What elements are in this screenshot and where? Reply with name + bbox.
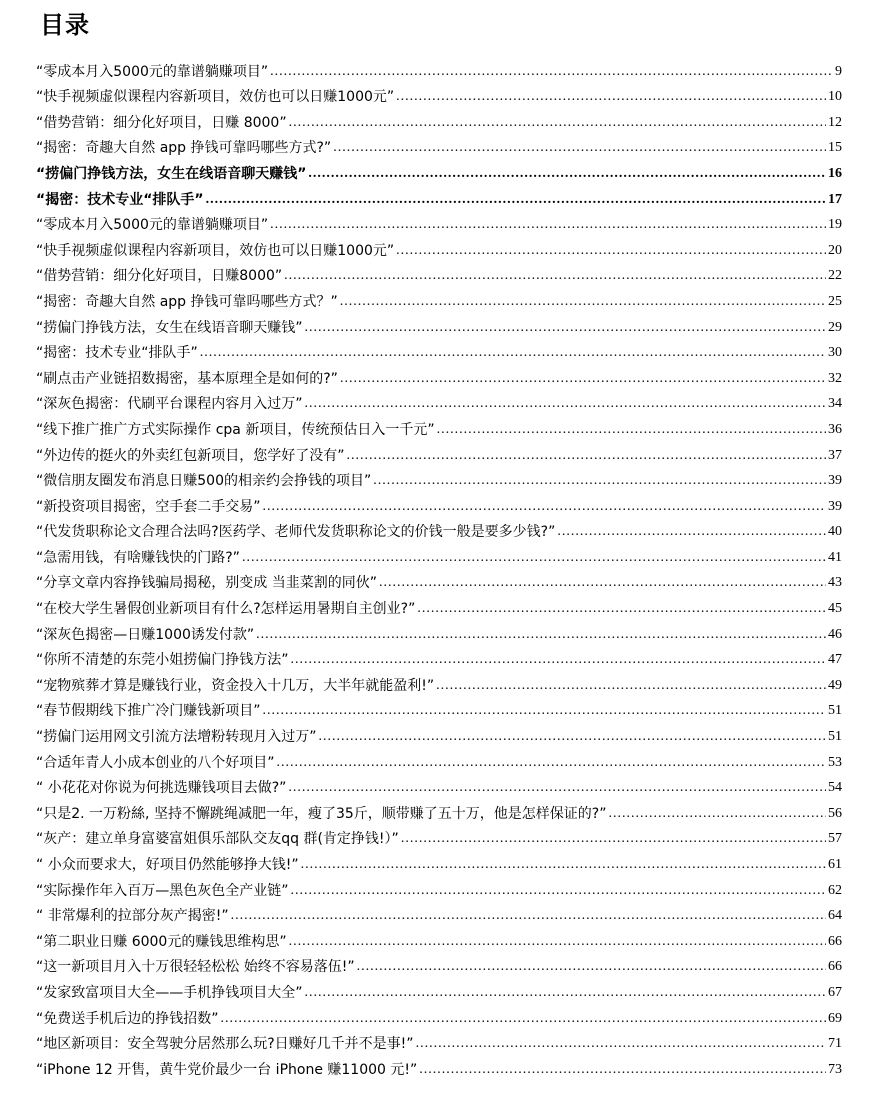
toc-entry[interactable] bbox=[36, 848, 842, 874]
toc-page-number: 17 bbox=[828, 191, 842, 207]
toc-entry-title: “宠物殡葬才算是赚钱行业，资金投入十几万，大半年就能盈利!” bbox=[36, 677, 435, 694]
toc-entry-title: “合适年青人小成本创业的八个好项目” bbox=[36, 754, 275, 771]
toc-dot-leader bbox=[270, 63, 833, 81]
toc-entry[interactable] bbox=[36, 234, 842, 260]
toc-dot-leader bbox=[289, 114, 826, 132]
toc-entry[interactable] bbox=[36, 567, 842, 593]
toc-page-number: 9 bbox=[835, 63, 842, 79]
toc-dot-leader bbox=[256, 626, 826, 644]
toc-entry[interactable] bbox=[36, 1053, 842, 1079]
toc-page-number: 16 bbox=[828, 165, 842, 181]
toc-page-number: 37 bbox=[828, 447, 842, 463]
toc-entry[interactable] bbox=[36, 900, 842, 926]
toc-page-number: 49 bbox=[828, 677, 842, 693]
toc-dot-leader bbox=[379, 574, 826, 592]
toc-entry[interactable] bbox=[36, 592, 842, 618]
toc-page-number: 71 bbox=[828, 1036, 842, 1052]
toc-dot-leader bbox=[401, 830, 826, 848]
toc-page-number: 51 bbox=[828, 729, 842, 745]
toc-entry[interactable] bbox=[36, 132, 842, 158]
toc-entry-title: “春节假期线下推广冷门赚钱新项目” bbox=[36, 703, 261, 720]
toc-dot-leader bbox=[289, 933, 826, 951]
toc-entry[interactable] bbox=[36, 260, 842, 286]
toc-dot-leader bbox=[305, 319, 826, 337]
toc-entry[interactable] bbox=[36, 644, 842, 670]
toc-page-number: 43 bbox=[828, 575, 842, 591]
toc-dot-leader bbox=[396, 88, 826, 106]
toc-page-number: 45 bbox=[828, 601, 842, 617]
toc-entry-title: “快手视频虚似课程内容新项目，效仿也可以日赚1000元” bbox=[36, 89, 395, 106]
toc-entry-title: “揭密：技术专业“排队手” bbox=[36, 345, 198, 362]
toc-page-number: 66 bbox=[828, 959, 842, 975]
toc-entry[interactable] bbox=[36, 209, 842, 235]
toc-entry[interactable] bbox=[36, 797, 842, 823]
toc-dot-leader bbox=[437, 421, 826, 439]
toc-dot-leader bbox=[288, 779, 826, 797]
toc-entry[interactable] bbox=[36, 720, 842, 746]
toc-dot-leader bbox=[305, 395, 826, 413]
toc-entry[interactable] bbox=[36, 874, 842, 900]
toc-dot-leader bbox=[557, 523, 826, 541]
toc-entry[interactable] bbox=[36, 541, 842, 567]
toc-entry[interactable] bbox=[36, 695, 842, 721]
toc-page-number: 30 bbox=[828, 345, 842, 361]
toc-page-number: 29 bbox=[828, 319, 842, 335]
toc-dot-leader bbox=[221, 1010, 826, 1028]
toc-dot-leader bbox=[231, 907, 826, 925]
toc-entry-title: “微信朋友圈发布消息日赚500的相亲约会挣钱的项目” bbox=[36, 473, 372, 490]
toc-entry[interactable] bbox=[36, 465, 842, 491]
toc-entry-title: “分享文章内容挣钱骗局揭秘，别变成 当韭菜割的同伙” bbox=[36, 575, 377, 592]
table-of-contents bbox=[36, 55, 842, 1079]
toc-entry-title: “刷点击产业链招数揭密，基本原理全是如何的?” bbox=[36, 370, 338, 387]
toc-page-number: 22 bbox=[828, 268, 842, 284]
toc-entry[interactable] bbox=[36, 362, 842, 388]
toc-dot-leader bbox=[200, 344, 826, 362]
toc-entry-title: “这一新项目月入十万很轻轻松松 始终不容易落伍!” bbox=[36, 959, 355, 976]
toc-entry-title: “外边传的挺火的外卖红包新项目，您学好了没有” bbox=[36, 447, 345, 464]
toc-entry[interactable] bbox=[36, 823, 842, 849]
toc-page-number: 69 bbox=[828, 1010, 842, 1026]
toc-entry-title: “第二职业日赚 6000元的赚钱思维构思” bbox=[36, 933, 287, 950]
toc-page-number: 47 bbox=[828, 652, 842, 668]
toc-dot-leader bbox=[416, 1035, 826, 1053]
toc-dot-leader bbox=[347, 447, 826, 465]
toc-entry[interactable] bbox=[36, 183, 842, 209]
toc-page-number: 64 bbox=[828, 908, 842, 924]
toc-dot-leader bbox=[305, 984, 826, 1002]
toc-entry[interactable] bbox=[36, 951, 842, 977]
toc-dot-leader bbox=[301, 856, 826, 874]
toc-entry-title: “免费送手机后边的挣钱招数” bbox=[36, 1010, 219, 1027]
toc-dot-leader bbox=[357, 958, 826, 976]
toc-dot-leader bbox=[291, 651, 826, 669]
toc-entry-title: “iPhone 12 开售，黄牛党价最少一台 iPhone 赚11000 元!” bbox=[36, 1061, 418, 1078]
toc-entry-title: “深灰色揭密：代刷平台课程内容月入过万” bbox=[36, 396, 303, 413]
toc-page-number: 73 bbox=[828, 1061, 842, 1077]
toc-entry-title: “零成本月入5000元的靠谱躺赚项目” bbox=[36, 63, 269, 80]
toc-page-number: 32 bbox=[828, 370, 842, 386]
toc-entry[interactable] bbox=[36, 81, 842, 107]
toc-dot-leader bbox=[263, 702, 826, 720]
toc-page-number: 66 bbox=[828, 933, 842, 949]
toc-page-number: 46 bbox=[828, 626, 842, 642]
toc-dot-leader bbox=[270, 216, 826, 234]
toc-entry[interactable] bbox=[36, 439, 842, 465]
toc-page-number: 36 bbox=[828, 421, 842, 437]
toc-dot-leader bbox=[608, 805, 826, 823]
toc-dot-leader bbox=[373, 472, 826, 490]
toc-entry[interactable] bbox=[36, 976, 842, 1002]
toc-entry[interactable] bbox=[36, 388, 842, 414]
toc-entry[interactable] bbox=[36, 1028, 842, 1054]
toc-page-number: 15 bbox=[828, 140, 842, 156]
toc-page-number: 54 bbox=[828, 780, 842, 796]
toc-page-number: 57 bbox=[828, 831, 842, 847]
toc-page-number: 51 bbox=[828, 703, 842, 719]
toc-entry-title: “ 非常爆利的拉部分灰产揭密!” bbox=[36, 908, 229, 925]
toc-dot-leader bbox=[319, 728, 826, 746]
toc-entry-title: “ 小众而要求大，好项目仍然能够挣大钱!” bbox=[36, 857, 299, 873]
toc-entry[interactable] bbox=[36, 55, 842, 81]
toc-page-number: 53 bbox=[828, 754, 842, 770]
toc-dot-leader bbox=[277, 754, 826, 772]
toc-page-number: 40 bbox=[828, 524, 842, 540]
toc-entry-title: “快手视频虚似课程内容新项目，效仿也可以日赚1000元” bbox=[36, 242, 395, 259]
toc-entry-title: “线下推广推广方式实际操作 cpa 新项目，传统预估日入一千元” bbox=[36, 421, 435, 438]
toc-entry-title: “地区新项目：安全驾驶分居然那么玩?日赚好几千并不是事!” bbox=[36, 1036, 414, 1053]
toc-entry[interactable] bbox=[36, 772, 842, 798]
toc-entry[interactable] bbox=[36, 337, 842, 363]
toc-entry[interactable] bbox=[36, 1002, 842, 1028]
toc-page-number: 56 bbox=[828, 805, 842, 821]
toc-dot-leader bbox=[206, 191, 826, 209]
toc-entry-title: “揭密：奇趣大自然 app 挣钱可靠吗哪些方式？” bbox=[36, 293, 338, 310]
toc-entry-title: “代发货职称论文合理合法吗?医药学、老师代发货职称论文的价钱一般是要多少钱?” bbox=[36, 524, 556, 541]
toc-dot-leader bbox=[417, 600, 826, 618]
toc-dot-leader bbox=[291, 882, 826, 900]
toc-entry[interactable] bbox=[36, 157, 842, 183]
toc-entry[interactable] bbox=[36, 413, 842, 439]
toc-entry[interactable] bbox=[36, 311, 842, 337]
toc-page-number: 62 bbox=[828, 882, 842, 898]
toc-entry-title: “深灰色揭密—日赚1000诱发付款” bbox=[36, 626, 255, 643]
toc-entry-title: “实际操作年入百万—黑色灰色全产业链” bbox=[36, 882, 289, 899]
toc-dot-leader bbox=[396, 242, 826, 260]
toc-entry-title: “急需用钱，有啥赚钱快的门路?” bbox=[36, 549, 240, 566]
toc-dot-leader bbox=[263, 498, 826, 516]
toc-entry-title: “灰产：建立单身富婆富姐俱乐部队交友qq 群(肯定挣钱!）” bbox=[36, 831, 399, 848]
toc-entry-title: “捞偏门运用网文引流方法增粉转现月入过万” bbox=[36, 729, 317, 746]
toc-entry-title: “发家致富项目大全——手机挣钱项目大全” bbox=[36, 984, 303, 1001]
toc-entry-title: “只是2. 一万粉絲, 坚持不懈跳绳减肥一年，瘦了35斤，顺带赚了五十万，他是怎样保证的?” bbox=[36, 805, 607, 822]
toc-dot-leader bbox=[308, 165, 826, 183]
toc-entry[interactable] bbox=[36, 925, 842, 951]
toc-dot-leader bbox=[436, 677, 826, 695]
toc-entry[interactable] bbox=[36, 669, 842, 695]
toc-page-number: 41 bbox=[828, 549, 842, 565]
toc-entry-title: “在校大学生暑假创业新项目有什么?怎样运用暑期自主创业?” bbox=[36, 601, 416, 618]
toc-entry-title: “借势营销：细分化好项目，日赚 8000” bbox=[36, 114, 287, 131]
toc-page-number: 19 bbox=[828, 217, 842, 233]
toc-entry[interactable] bbox=[36, 285, 842, 311]
toc-dot-leader bbox=[340, 370, 826, 388]
toc-entry[interactable] bbox=[36, 746, 842, 772]
toc-page-number: 67 bbox=[828, 984, 842, 1000]
toc-entry-title: “新投资项目揭密，空手套二手交易” bbox=[36, 498, 261, 515]
toc-entry-title: “零成本月入5000元的靠谱躺赚项目” bbox=[36, 217, 269, 234]
toc-entry-title: “揭密：奇趣大自然 app 挣钱可靠吗哪些方式?” bbox=[36, 140, 332, 157]
toc-entry[interactable] bbox=[36, 106, 842, 132]
toc-entry-title: “ 小花花对你说为何挑选赚钱项目去做?” bbox=[36, 780, 287, 797]
toc-page-number: 34 bbox=[828, 396, 842, 412]
toc-dot-leader bbox=[333, 139, 826, 157]
toc-entry-title: “你所不清楚的东莞小姐捞偏门挣钱方法” bbox=[36, 652, 289, 669]
toc-dot-leader bbox=[340, 293, 826, 311]
toc-dot-leader bbox=[419, 1061, 826, 1079]
toc-page-number: 39 bbox=[828, 473, 842, 489]
toc-page-number: 25 bbox=[828, 293, 842, 309]
toc-entry-title: “借势营销：细分化好项目，日赚8000” bbox=[36, 268, 283, 285]
page-title: 目录 bbox=[40, 11, 90, 39]
toc-page-number: 20 bbox=[828, 242, 842, 258]
toc-entry[interactable] bbox=[36, 516, 842, 542]
toc-entry-title: “捞偏门挣钱方法，女生在线语音聊天赚钱” bbox=[36, 319, 303, 336]
toc-entry-title: “揭密：技术专业“排队手” bbox=[36, 191, 204, 208]
toc-entry-title: “捞偏门挣钱方法，女生在线语音聊天赚钱” bbox=[36, 165, 307, 182]
toc-page-number: 12 bbox=[828, 114, 842, 130]
toc-entry[interactable] bbox=[36, 490, 842, 516]
toc-entry[interactable] bbox=[36, 618, 842, 644]
toc-page-number: 10 bbox=[828, 89, 842, 105]
toc-dot-leader bbox=[284, 267, 826, 285]
toc-page-number: 61 bbox=[828, 857, 842, 872]
toc-dot-leader bbox=[242, 549, 826, 567]
toc-page-number: 39 bbox=[828, 498, 842, 514]
